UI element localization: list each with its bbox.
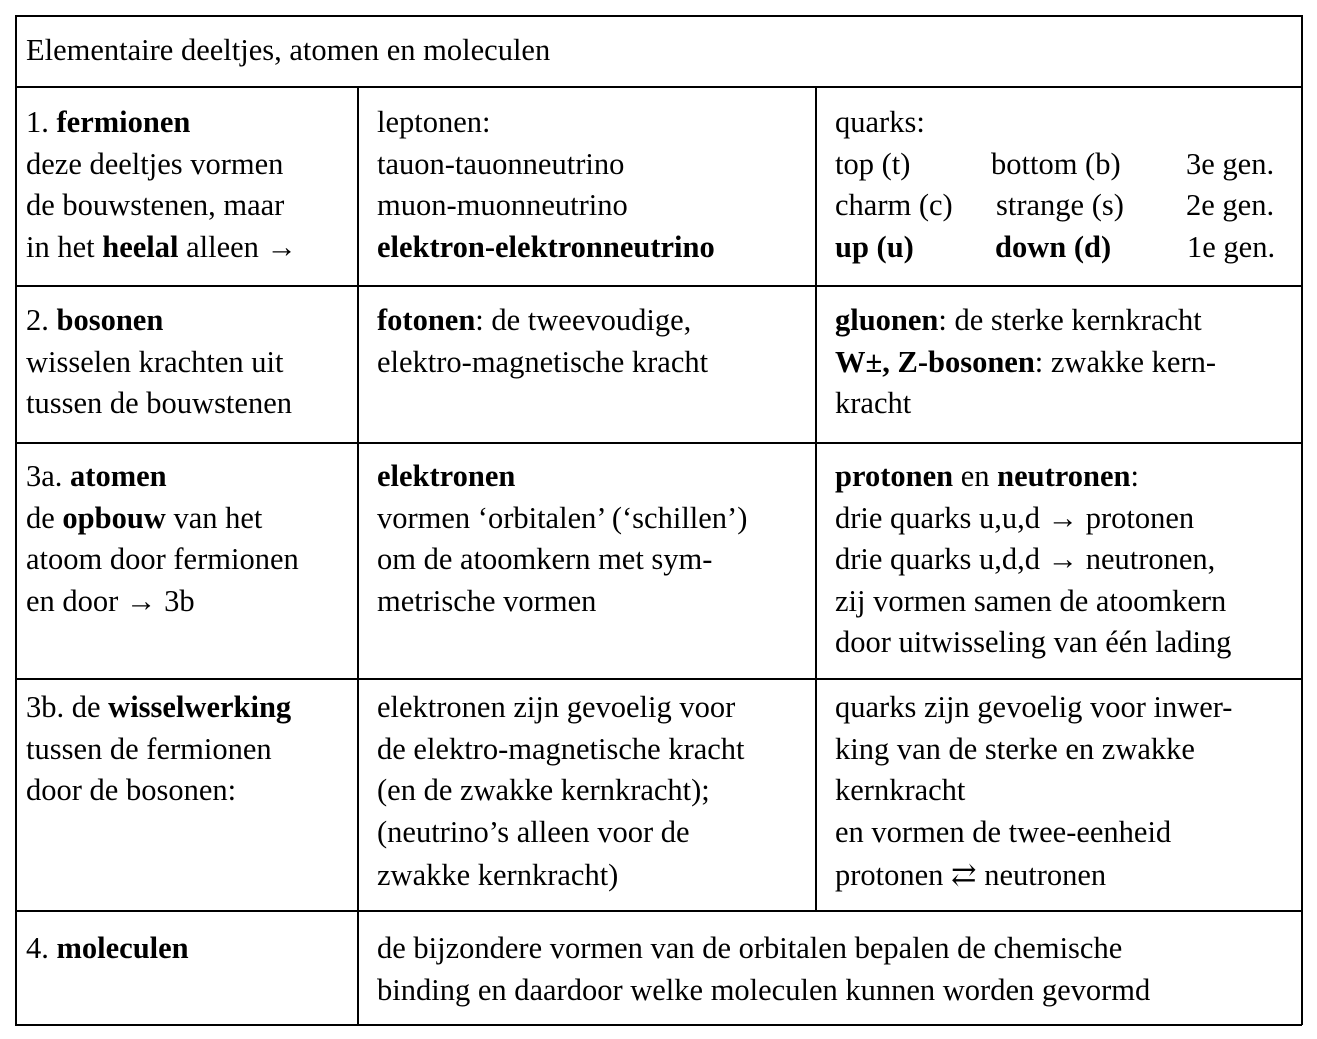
column-divider	[357, 86, 359, 1025]
table-border-bottom	[15, 1024, 1302, 1026]
table-border-top	[15, 15, 1302, 17]
row4-label-cell: 4. moleculen	[26, 931, 189, 965]
row-divider	[15, 285, 1302, 287]
bosonen-heading: bosonen	[56, 303, 164, 337]
table-border-right	[1301, 15, 1303, 1025]
row3a-label-cell: 3a. atomen de opbouw van het atoom door fermionen en door → 3b	[26, 459, 299, 618]
row1-label-cell: 1. fermionen deze deeltjes vormen de bouwstenen, maar in het heelal alleen →	[26, 105, 298, 264]
column-divider	[815, 86, 817, 911]
table-title: Elementaire deeltjes, atomen en moleculen	[26, 33, 551, 67]
atomen-heading: atomen	[70, 459, 167, 493]
generation-row: up (u) down (d) 1e gen.	[835, 229, 1276, 264]
protonen-neutronen-cell: protonen en neutronen: drie quarks u,u,d → protonen drie quarks u,d,d → neutronen, zij vormen samen de atoomkern door uitwisseling van één lading	[835, 459, 1232, 659]
elektronen-gevoelig-cell: elektronen zijn gevoelig voor de elektro-magnetische kracht (en de zwakke kernkracht); (neutrino’s alleen voor de zwakke kernkracht)	[377, 690, 745, 892]
elektronen-cell: elektronen vormen ‘orbitalen’ (‘schillen’) om de atoomkern met sym- metrische vormen	[377, 459, 748, 618]
moleculen-description-cell: de bijzondere vormen van de orbitalen bepalen de chemische binding en daardoor welke moleculen kunnen worden gevormd	[377, 931, 1151, 1007]
gluonen-cell: gluonen: de sterke kernkracht W±, Z-bosonen: zwakke kern- kracht	[835, 303, 1217, 420]
row-divider	[15, 678, 1302, 680]
row-divider	[15, 86, 1302, 88]
quarks-gevoelig-cell: quarks zijn gevoelig voor inwer- king van de sterke en zwakke kernkracht en vormen de twee-eenheid protonen ⇄ neutronen	[835, 690, 1233, 892]
row3b-label-cell: 3b. de wisselwerking tussen de fermionen door de bosonen:	[26, 690, 292, 807]
wisselwerking-heading: wisselwerking	[108, 690, 292, 724]
row2-label-cell: 2. bosonen wisselen krachten uit tussen de bouwstenen	[26, 303, 292, 420]
leptonen-cell: leptonen: tauon-tauonneutrino muon-muonneutrino elektron-elektronneutrino	[377, 105, 715, 264]
generation-row: top (t) bottom (b) 3e gen.	[835, 146, 1275, 181]
row-divider	[15, 442, 1302, 444]
table-border-left	[15, 15, 17, 1025]
moleculen-heading: moleculen	[56, 931, 189, 965]
row-divider	[15, 910, 1302, 912]
fotonen-cell: fotonen: de tweevoudige, elektro-magnetische kracht	[377, 303, 709, 379]
overview-table	[15, 15, 1302, 1025]
quarks-cell: quarks: top (t) bottom (b) 3e gen. charm (c) strange (s) 2e gen. up (u) down (d) 1e gen.	[835, 102, 1295, 268]
generation-row: charm (c) strange (s) 2e gen.	[835, 188, 1275, 222]
fermionen-heading: fermionen	[56, 105, 191, 139]
